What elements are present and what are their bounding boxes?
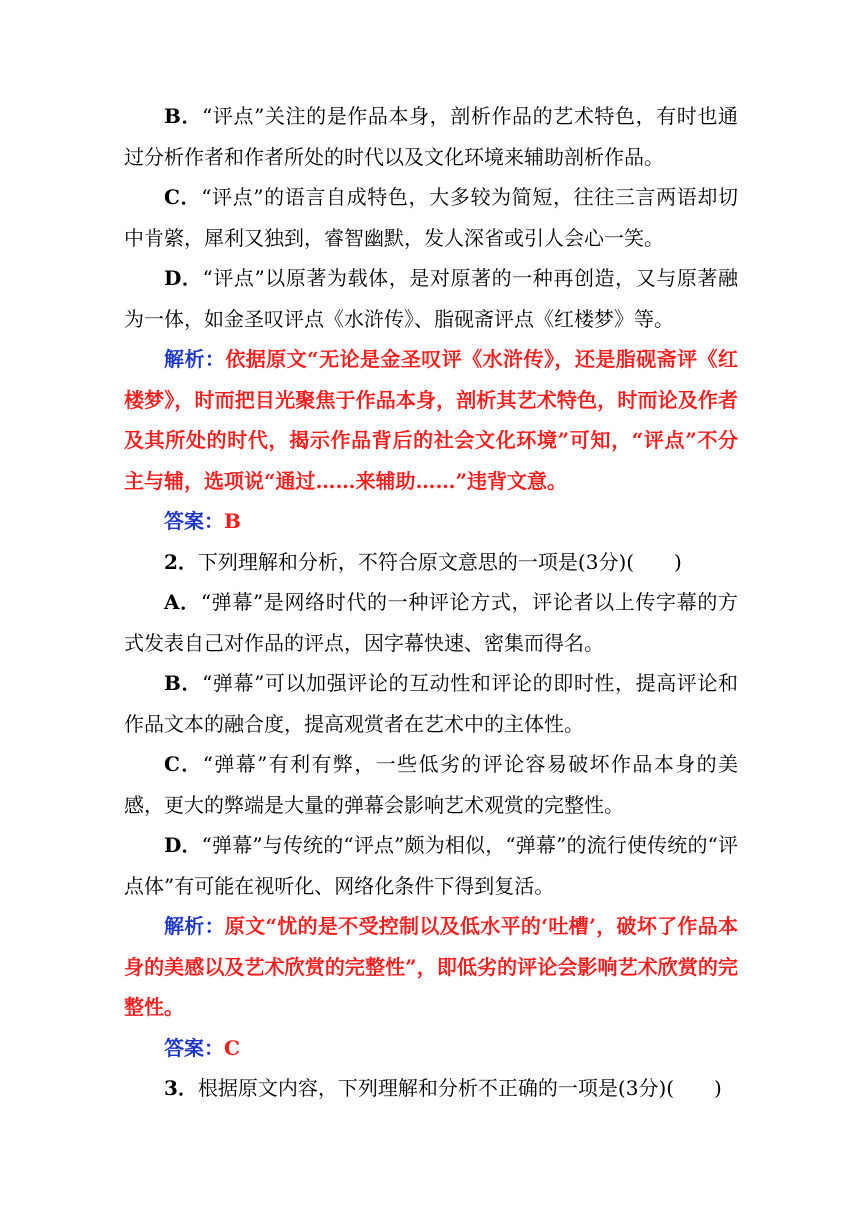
option-letter: B． — [164, 104, 203, 128]
q1-option-b — [124, 96, 738, 177]
question-number: 2． — [164, 549, 198, 574]
answer-label: 答案： — [164, 509, 224, 533]
document-page — [124, 96, 738, 1109]
answer-value: B — [224, 509, 241, 533]
option-text: “弹幕”可以加强评论的互动性和评论的即时性，提高评论和作品文本的融合度，提高观赏者在艺术中的主体性。 — [124, 671, 738, 736]
q3-stem — [124, 1068, 738, 1109]
q1-option-d — [124, 258, 738, 339]
question-text: 根据原文内容，下列理解和分析不正确的一项是(3分)( ) — [197, 1076, 722, 1100]
option-letter: A． — [164, 590, 201, 614]
q2-option-d — [124, 825, 738, 906]
analysis-text: 原文“忧的是不受控制以及低水平的‘吐槽’，破坏了作品本身的美感以及艺术欣赏的完整性”，即低劣的评论会影响艺术欣赏的完整性。 — [124, 914, 738, 1019]
q2-analysis — [124, 906, 738, 1028]
option-letter: C． — [164, 185, 202, 209]
q2-answer — [124, 1028, 738, 1069]
analysis-label: 解析： — [164, 914, 225, 938]
question-text: 下列理解和分析，不符合原文意思的一项是(3分)( ) — [197, 549, 682, 574]
option-letter: D． — [164, 833, 202, 857]
q1-analysis — [124, 339, 738, 501]
option-text: “弹幕”与传统的“评点”颇为相似，“弹幕”的流行使传统的“评点体”有可能在视听化、网络化条件下得到复活。 — [124, 833, 738, 898]
q1-answer — [124, 501, 738, 542]
question-number: 3． — [164, 1076, 198, 1100]
option-text: “弹幕”有利有弊，一些低劣的评论容易破坏作品本身的美感，更大的弊端是大量的弹幕会影响艺术观赏的完整性。 — [124, 752, 739, 817]
option-text: “评点”关注的是作品本身，剖析作品的艺术特色，有时也通过分析作者和作者所处的时代以及文化环境来辅助剖析作品。 — [124, 104, 738, 169]
q1-option-c — [124, 177, 738, 258]
q2-option-a — [124, 582, 738, 663]
option-text: “弹幕”是网络时代的一种评论方式，评论者以上传字幕的方式发表自己对作品的评点，因字幕快速、密集而得名。 — [124, 590, 738, 655]
option-letter: B． — [164, 671, 203, 695]
q2-option-c — [124, 744, 738, 825]
analysis-text: 依据原文“无论是金圣叹评《水浒传》，还是脂砚斋评《红楼梦》，时而把目光聚焦于作品本身，剖析其艺术特色，时而论及作者及其所处的时代，揭示作品背后的社会文化环境”可知，“评点”不分主与辅，选项说“通过……来辅助……”违背文意。 — [124, 347, 738, 493]
option-text: “评点”的语言自成特色，大多较为简短，往往三言两语却切中肯綮，犀利又独到，睿智幽默，发人深省或引人会心一笑。 — [124, 185, 739, 250]
option-text: “评点”以原著为载体，是对原著的一种再创造，又与原著融为一体，如金圣叹评点《水浒传》、脂砚斋评点《红楼梦》等。 — [124, 266, 739, 331]
answer-value: C — [224, 1035, 240, 1060]
answer-label: 答案： — [164, 1035, 224, 1060]
q2-option-b — [124, 663, 738, 744]
q2-stem — [124, 542, 738, 583]
option-letter: D． — [164, 266, 203, 290]
analysis-label: 解析： — [164, 347, 226, 371]
option-letter: C． — [164, 752, 203, 776]
